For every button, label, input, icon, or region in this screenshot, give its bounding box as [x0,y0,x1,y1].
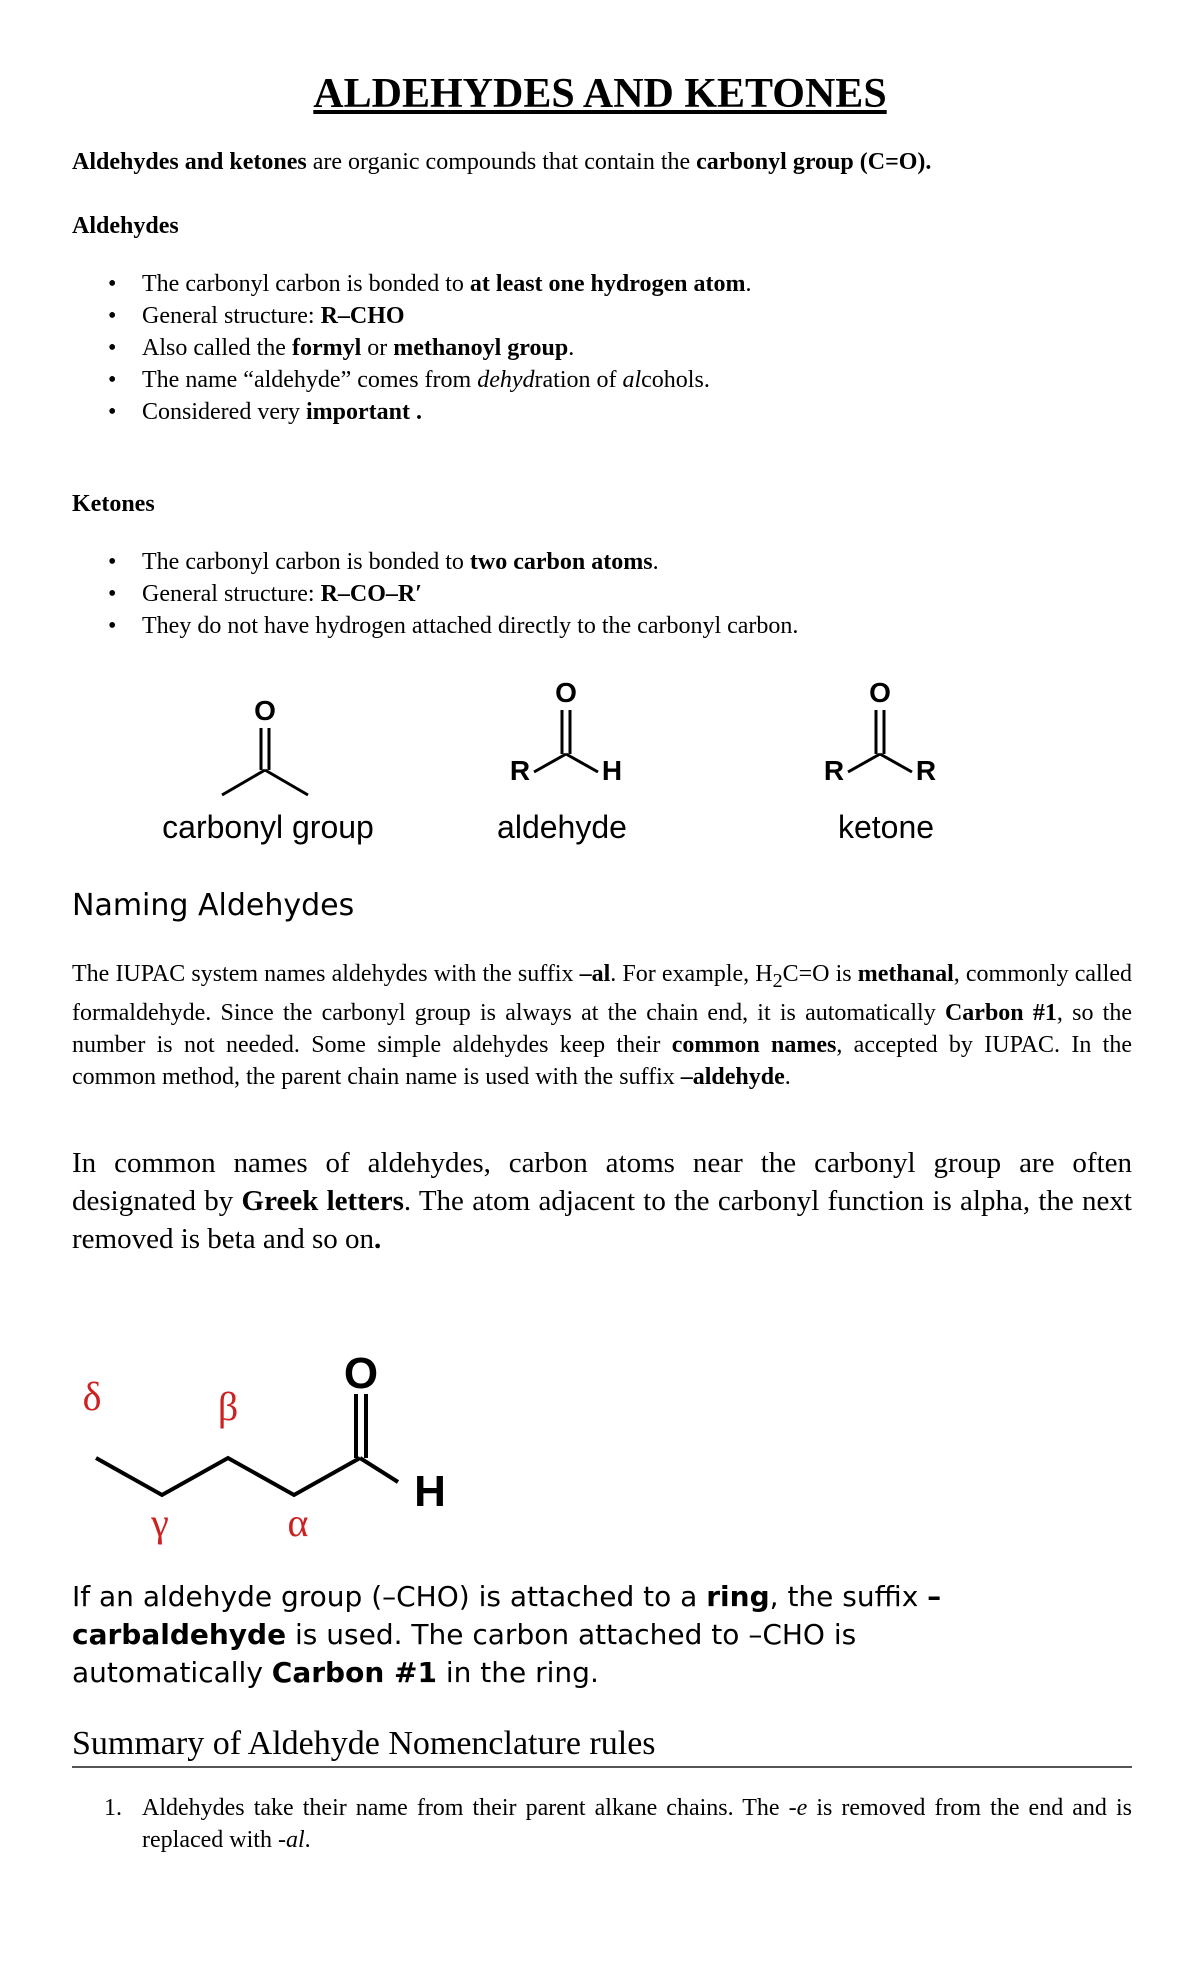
bullet-icon: • [108,399,117,425]
paragraph-text: . The atom adjacent to the carbonyl function is alpha, the next removed is beta and so on [72,1185,1132,1255]
single-bond-line [880,754,912,772]
hydrogen-atom-label: H [414,1467,446,1516]
aldehyde-caption: aldehyde [497,809,627,845]
list-item [72,364,1132,396]
paragraph-text: In common names of aldehydes, carbon atoms near the carbonyl group are often designated by [72,1147,1132,1217]
r-group-label: R [915,755,937,786]
bullet-text: Considered very [142,399,306,425]
list-item [72,546,1132,578]
paragraph-bold: Carbon #1 [944,999,1057,1026]
paragraph-text: . [784,1063,791,1090]
intro-bold-subject: Aldehydes and ketones [72,149,307,175]
bullet-bold: R–CHO [320,303,405,329]
ketone-caption: ketone [837,809,935,845]
paragraph-bold: ring [706,1580,770,1613]
bullet-icon: • [108,303,117,329]
paragraph-text: Aldehydes take their name from their parent alkane chains. The - [142,1795,797,1821]
single-bond-line [265,770,308,795]
bullet-bold: at least one hydrogen atom [469,271,746,297]
bullet-italic: dehyd [477,367,535,393]
bullet-text: or [361,335,394,361]
single-bond-line [222,770,265,795]
bullet-bold: important . [305,399,422,425]
bullet-text: General structure: [142,581,321,607]
iupac-paragraph [72,958,1132,1093]
beta-label: β [217,1384,239,1429]
list-item [72,578,1132,610]
bullet-text: . [652,549,659,575]
list-item [72,1792,1132,1856]
gamma-label: γ [151,1500,169,1545]
bullet-text: The name “aldehyde” comes from [142,367,478,393]
paragraph-bold: –aldehyde [680,1063,785,1090]
bullet-icon: • [108,613,117,639]
alpha-label: α [287,1500,309,1545]
bullet-text: . [745,271,752,297]
oxygen-atom-label: O [343,1349,379,1398]
greek-letter-chain-diagram [0,1340,1200,1560]
bullet-icon: • [108,271,117,297]
bullet-text: Also called the [142,335,292,361]
paragraph-text: is removed from the end and is replaced with - [142,1795,1132,1853]
bullet-text: ration of [534,367,623,393]
bullet-text: General structure: [142,303,321,329]
intro-bold-carbonyl: carbonyl group (C=O). [696,149,932,175]
paragraph-italic: e [796,1795,808,1821]
paragraph-text: in the ring. [436,1656,599,1689]
paragraph-text: , commonly called formaldehyde. Since the carbonyl group is always at the chain end, it is automatically [72,961,1132,1026]
paragraph-bold: Greek letters [241,1185,404,1217]
summary-heading: Summary of Aldehyde Nomenclature rules [72,1724,1132,1768]
aldehydes-bullet-list [72,268,1132,428]
bullet-icon: • [108,581,117,607]
r-group-label: R [823,755,845,786]
bullet-bold: R–CO–R′ [320,581,423,607]
carbonyl-structures-figure [0,670,1200,870]
naming-aldehydes-heading: Naming Aldehydes [72,888,355,923]
ketones-bullet-list [72,546,1132,642]
oxygen-atom-label: O [555,677,577,708]
list-item [72,332,1132,364]
list-item [72,268,1132,300]
paragraph-text: , accepted by IUPAC. In the common method, the parent chain name is used with the suffix [72,1031,1132,1090]
bullet-text: The carbonyl carbon is bonded to [142,549,470,575]
paragraph-text: . [304,1827,311,1853]
intro-paragraph [72,146,1132,178]
paragraph-text: The IUPAC system names aldehydes with the suffix [72,961,580,987]
ketone-structure [824,677,936,786]
paragraph-italic: al [285,1827,305,1853]
paragraph-bold: –al [579,961,611,987]
carbonyl-group-caption: carbonyl group [162,809,374,845]
page-title: ALDEHYDES AND KETONES [313,71,887,117]
common-names-paragraph [72,1144,1132,1258]
r-group-label: R [509,755,531,786]
ring-paragraph [72,1578,1032,1692]
paragraph-text: If an aldehyde group (–CHO) is attached to a [72,1580,707,1613]
paragraph-text: is used. The carbon attached to –CHO is automatically [72,1618,857,1689]
oxygen-atom-label: O [869,677,891,708]
bullet-text: . [568,335,575,361]
paragraph-bold: . [374,1223,382,1255]
bullet-bold: formyl [291,335,362,361]
paragraph-text: . For example, H [610,961,773,987]
list-item [72,610,1132,642]
carbonyl-group-structure [222,695,308,795]
bullet-icon: • [108,549,117,575]
hydrogen-atom-label: H [601,755,623,786]
bullet-icon: • [108,335,117,361]
rule-text [142,1792,1132,1856]
paragraph-text: , the suffix [769,1580,928,1613]
single-bond-line [360,1458,398,1482]
paragraph-text: C=O is [782,961,858,987]
aldehydes-heading: Aldehydes [72,213,179,239]
delta-label: δ [82,1374,102,1419]
paragraph-bold: methanal [857,961,954,987]
ketones-heading: Ketones [72,491,155,517]
list-item [72,396,1132,428]
intro-text: are organic compounds that contain the [306,149,697,175]
subscript: 2 [772,969,783,992]
bullet-text: cohols. [641,367,710,393]
single-bond-line [848,754,880,772]
paragraph-bold: –carbaldehyde [72,1580,942,1651]
bullet-text: They do not have hydrogen attached directly to the carbonyl carbon. [142,613,799,639]
carbon-chain-line [96,1458,360,1495]
bullet-bold: methanoyl group [393,335,569,361]
bullet-text: The carbonyl carbon is bonded to [142,271,470,297]
paragraph-bold: common names [671,1031,837,1058]
paragraph-bold: Carbon #1 [271,1656,437,1689]
oxygen-atom-label: O [254,695,276,726]
bullet-icon: • [108,367,117,393]
aldehyde-structure [510,677,622,786]
bullet-italic: al [622,367,642,393]
paragraph-text: , so the number is not needed. Some simple aldehydes keep their [72,999,1132,1058]
single-bond-line [566,754,598,772]
bullet-bold: two carbon atoms [469,549,653,575]
rule-number: 1. [104,1795,122,1821]
list-item [72,300,1132,332]
single-bond-line [534,754,566,772]
